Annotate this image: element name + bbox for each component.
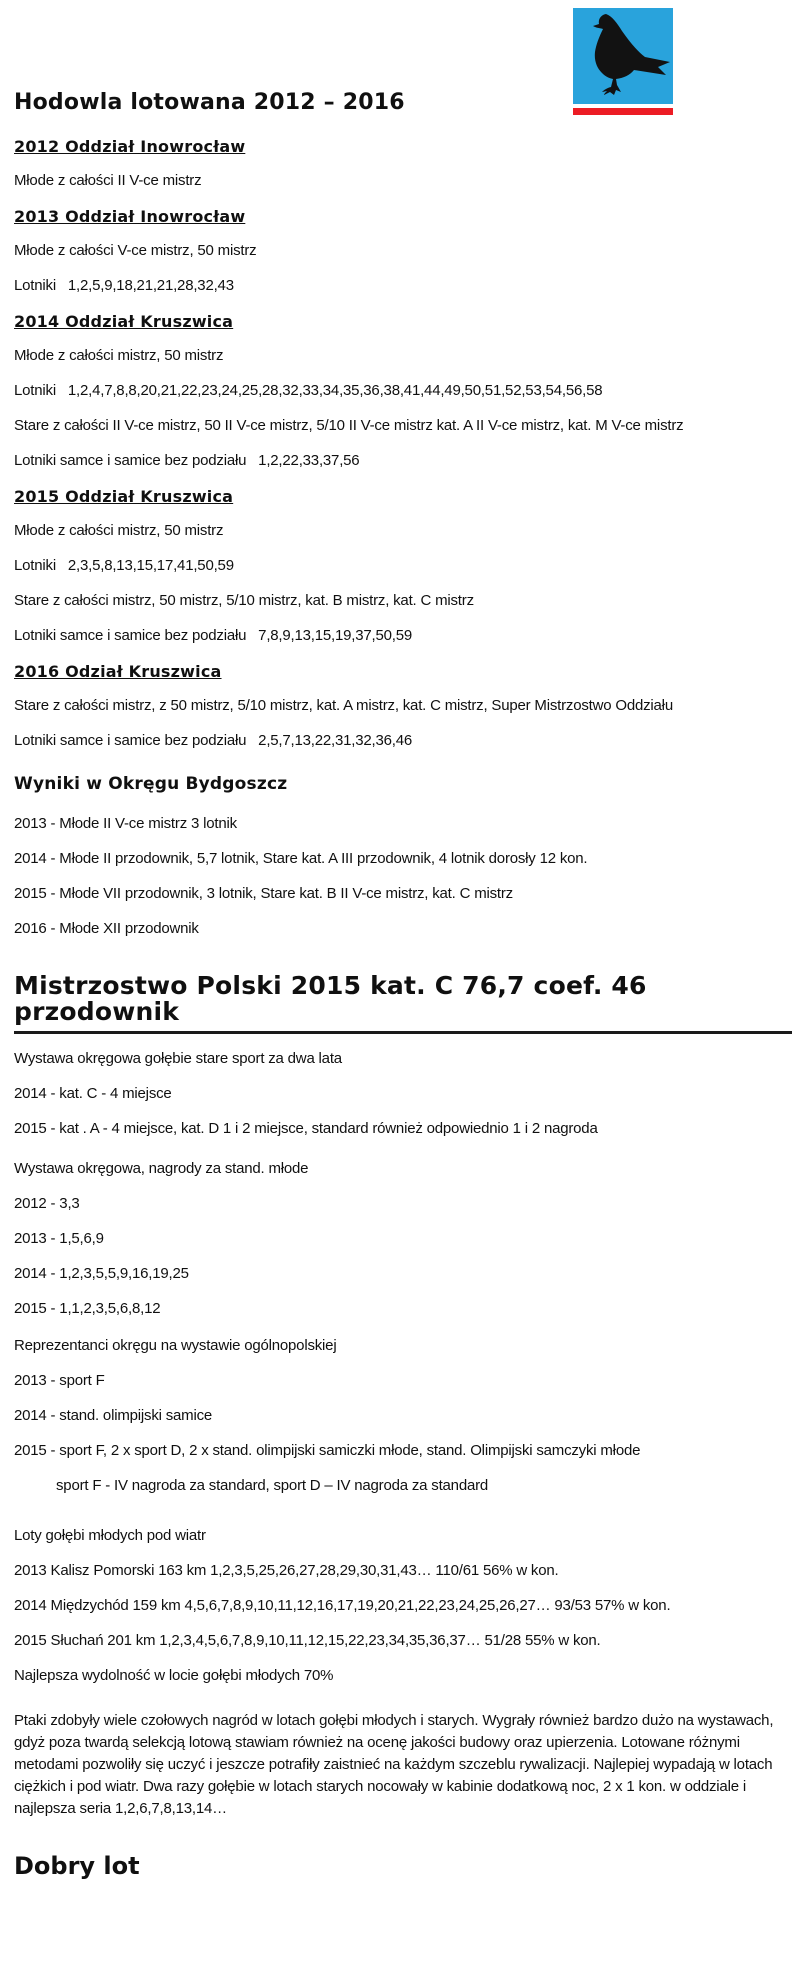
result-line: Loty gołębi młodych pod wiatr (14, 1527, 206, 1544)
result-line: Młode z całości II V-ce mistrz (14, 172, 202, 189)
result-line: Lotniki 2,3,5,8,13,15,17,41,50,59 (14, 557, 234, 574)
result-line: Młode z całości V-ce mistrz, 50 mistrz (14, 242, 257, 259)
result-line: Stare z całości mistrz, z 50 mistrz, 5/10 mistrz, kat. A mistrz, kat. C mistrz, Super Mistrzostwo Oddziału (14, 697, 673, 714)
result-line: Lotniki samce i samice bez podziału 2,5,7,13,22,31,32,36,46 (14, 732, 413, 749)
result-line: 2015 - sport F, 2 x sport D, 2 x stand. olimpijski samiczki młode, stand. Olimpijski samczyki młode (14, 1442, 641, 1459)
result-line: Wystawa okręgowa gołębie stare sport za dwa lata (14, 1050, 342, 1067)
result-line: 2014 - stand. olimpijski samice (14, 1407, 213, 1424)
result-line: 2015 - 1,1,2,3,5,6,8,12 (14, 1300, 161, 1317)
section-heading-2012: 2012 Oddział Inowrocław (14, 137, 246, 156)
pigeon-icon (573, 8, 673, 104)
result-line: Najlepsza wydolność w locie gołębi młodych 70% (14, 1667, 334, 1684)
document-header (0, 0, 800, 138)
result-line: Młode z całości mistrz, 50 mistrz (14, 522, 224, 539)
section-heading-2015: 2015 Oddział Kruszwica (14, 487, 234, 506)
result-line: 2015 - kat . A - 4 miejsce, kat. D 1 i 2 miejsce, standard również odpowiednio 1 i 2 nagroda (14, 1120, 598, 1137)
result-line: 2015 Słuchań 201 km 1,2,3,4,5,6,7,8,9,10,11,12,15,22,23,34,35,36,37… 51/28 55% w kon. (14, 1632, 601, 1649)
result-line: 2014 - 1,2,3,5,5,9,16,19,25 (14, 1265, 189, 1282)
result-line: 2013 - sport F (14, 1372, 105, 1389)
page-title: Hodowla lotowana 2012 – 2016 (14, 90, 405, 115)
logo-red-bar (573, 108, 673, 115)
summary-paragraph: Ptaki zdobyły wiele czołowych nagród w lotach gołębi młodych i starych. Wygrały również bardzo dużo na wystawach, gdyż poza twardą selekcją lotową stawiam również na ocenę jakości budowy oraz upierzenia. Lotowane różnymi metodami pozwoliły się uczyć i jeszcze potrafiły zaistnieć na każdym szczeblu rywalizacji. Najlepiej wypadają w lotach ciężkich i pod wiatr. Dwa razy gołębie w lotach starych nocowały w kabinie dodatkową noc, 2 x 1 kon. w oddziale i najlepsza seria 1,2,6,7,8,13,14… (14, 1712, 774, 1817)
result-line: Wystawa okręgowa, nagrody za stand. młode (14, 1160, 309, 1177)
result-line: 2015 - Młode VII przodownik, 3 lotnik, Stare kat. B II V-ce mistrz, kat. C mistrz (14, 885, 513, 902)
result-line: 2014 - kat. C - 4 miejsce (14, 1085, 172, 1102)
result-line: Lotniki samce i samice bez podziału 1,2,22,33,37,56 (14, 452, 360, 469)
result-line: 2014 Międzychód 159 km 4,5,6,7,8,9,10,11,12,16,17,19,20,21,22,23,24,25,26,27… 93/53 57% w kon. (14, 1597, 671, 1614)
club-logo (573, 8, 673, 115)
result-line: 2012 - 3,3 (14, 1195, 80, 1212)
document-body (0, 138, 800, 1879)
result-line: Młode z całości mistrz, 50 mistrz (14, 347, 224, 364)
result-line: Lotniki 1,2,5,9,18,21,21,28,32,43 (14, 277, 234, 294)
section-heading-okreg: Wyniki w Okręgu Bydgoszcz (14, 774, 288, 794)
championship-heading: Mistrzostwo Polski 2015 kat. C 76,7 coef. 46 przodownik (14, 973, 792, 1034)
result-line: 2016 - Młode XII przodownik (14, 920, 199, 937)
result-line: Lotniki 1,2,4,7,8,8,20,21,22,23,24,25,28,32,33,34,35,36,38,41,44,49,50,51,52,53,54,56,58 (14, 382, 603, 399)
section-heading-2014: 2014 Oddział Kruszwica (14, 312, 234, 331)
section-heading-2013: 2013 Oddział Inowrocław (14, 207, 246, 226)
result-line: 2013 - 1,5,6,9 (14, 1230, 104, 1247)
result-line: Stare z całości II V-ce mistrz, 50 II V-ce mistrz, 5/10 II V-ce mistrz kat. A II V-ce mistrz, kat. M V-ce mistrz (14, 417, 684, 434)
result-line: 2014 - Młode II przodownik, 5,7 lotnik, Stare kat. A III przodownik, 4 lotnik dorosły 12 kon. (14, 850, 588, 867)
result-line: Reprezentanci okręgu na wystawie ogólnopolskiej (14, 1337, 337, 1354)
result-line: sport F - IV nagroda za standard, sport D – IV nagroda za standard (56, 1477, 489, 1494)
section-heading-2016: 2016 Odział Kruszwica (14, 662, 222, 681)
result-line: 2013 Kalisz Pomorski 163 km 1,2,3,5,25,26,27,28,29,30,31,43… 110/61 56% w kon. (14, 1562, 559, 1579)
closing-text: Dobry lot (14, 1852, 140, 1880)
result-line: Stare z całości mistrz, 50 mistrz, 5/10 mistrz, kat. B mistrz, kat. C mistrz (14, 592, 474, 609)
result-line: 2013 - Młode II V-ce mistrz 3 lotnik (14, 815, 237, 832)
result-line: Lotniki samce i samice bez podziału 7,8,9,13,15,19,37,50,59 (14, 627, 413, 644)
